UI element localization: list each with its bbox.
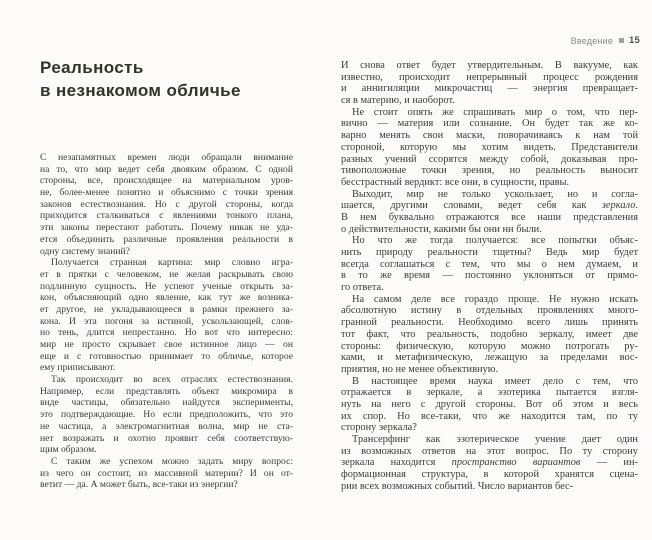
text-line xyxy=(341,130,638,142)
text-line xyxy=(341,305,638,317)
text-line xyxy=(341,294,638,306)
text-run: Не стоит опять же спрашивать мир о том, что пер- xyxy=(352,106,638,118)
text-line xyxy=(341,259,638,271)
text-run: из чего он состоит, из массивной материи? И он от- xyxy=(40,467,293,479)
text-run: известно, происходит непрерывный процесс рождения xyxy=(341,71,638,83)
text-line xyxy=(341,95,638,107)
text-run: кона. И эта погоня за истиной, ускользающей, слов- xyxy=(40,315,293,327)
text-run: ветит — да. А может быть, все-таки из энергии? xyxy=(40,479,238,491)
text-line xyxy=(341,107,638,119)
text-line xyxy=(40,257,293,269)
text-run: бесстрастный вердикт: все они, в сущности, правы. xyxy=(341,176,570,188)
text-run: нет возражать и охотно проявит себя соответствую- xyxy=(40,432,293,444)
text-run: Например, если представлять объект микромира в xyxy=(40,385,293,397)
text-line xyxy=(341,224,638,236)
text-line xyxy=(341,247,638,259)
text-run: — ин- xyxy=(580,457,638,469)
text-line xyxy=(40,316,293,328)
text-run: и аннигиляции микрочастиц — энергия превращает- xyxy=(341,83,638,95)
italic-term: зеркало xyxy=(601,200,636,212)
text-line xyxy=(40,281,293,293)
text-line xyxy=(341,235,638,247)
text-run: шается, другими словами, ведет себя как xyxy=(341,200,602,212)
text-line xyxy=(40,234,293,246)
text-run: рии всех возможных событий. Число вариантов бес- xyxy=(341,480,574,492)
text-run: Трансерфинг как эзотерическое учение дает один xyxy=(352,434,638,445)
text-line xyxy=(40,409,293,421)
text-line xyxy=(341,364,638,376)
paragraph xyxy=(40,257,293,374)
text-run: ему приписывают. xyxy=(40,362,116,374)
text-line xyxy=(341,200,638,212)
text-run: мир не просто скрывает свое истинное лицо — он xyxy=(40,339,293,350)
text-run: нить природу реальности тщетны? Ведь мир будет xyxy=(341,247,638,258)
text-run: ся в материю, и наоборот. xyxy=(341,95,455,107)
text-run: их спор. Но все-таки, что же находится там, по ту xyxy=(341,410,638,422)
text-line xyxy=(341,457,638,469)
text-run: В нем буквально отражаются все наши представления xyxy=(341,211,638,223)
text-run: разных учений ссорятся между собой, доказывая про- xyxy=(341,153,638,165)
text-run: варно менять свои маски, поворачиваясь к нам той xyxy=(341,130,638,142)
text-run: С незапамятных времен люди обращали внимание xyxy=(40,152,293,163)
text-run: одну систему знаний? xyxy=(40,245,130,257)
chapter-title xyxy=(40,56,310,102)
text-line xyxy=(341,481,638,493)
text-run: Так происходит во всех отраслях естествознания. xyxy=(51,374,293,386)
text-run: гранной реальности. Необходимо всего лишь принять xyxy=(341,317,638,329)
chapter-title-line-2: в незнакомом обличье xyxy=(40,81,241,100)
text-line xyxy=(341,154,638,166)
text-line xyxy=(40,468,293,480)
text-run: формационная структура, в которой хранятся сцена- xyxy=(341,469,638,481)
text-run: ками, и метафизическую, лежащую за пределами вос- xyxy=(341,352,638,364)
text-run: законов естествознания. Но с другой стороны, когда xyxy=(40,198,293,210)
text-line xyxy=(341,387,638,399)
text-line xyxy=(341,270,638,282)
text-run: в то же время — постоянно уклоняться от прямо- xyxy=(341,270,638,282)
text-line xyxy=(341,422,638,434)
text-line xyxy=(40,362,293,374)
text-line xyxy=(40,374,293,386)
text-line xyxy=(40,175,293,187)
text-line xyxy=(40,433,293,445)
text-line xyxy=(341,60,638,72)
text-line xyxy=(341,376,638,388)
text-run: Получается странная картина: мир словно игра- xyxy=(51,257,293,269)
text-run: абсолютную истину в отдельных проявлениях много- xyxy=(341,305,638,317)
paragraph xyxy=(341,434,638,492)
text-run: подлинную сущность. Не успеют ученые открыть за- xyxy=(40,280,293,292)
text-line xyxy=(341,165,638,177)
header-section-label: Введение xyxy=(570,35,614,46)
text-line xyxy=(40,327,293,339)
text-line xyxy=(341,142,638,154)
text-run: Но что же тогда получается: все попытки объяс- xyxy=(352,235,638,247)
text-run: виде частицы, обязательно найдутся эксперименты, xyxy=(40,397,293,409)
left-page-text-column xyxy=(40,152,293,491)
paragraph xyxy=(40,152,293,257)
text-line xyxy=(40,222,293,234)
text-line xyxy=(341,212,638,224)
text-run: эти законы перестают работать. Почему никак не уда- xyxy=(40,222,293,234)
text-run: тивоположные точки зрения, но реальность выносит xyxy=(341,165,638,177)
text-run: сторону зеркала? xyxy=(341,422,417,434)
text-line xyxy=(40,456,293,468)
text-run: приятия, но не менее объективную. xyxy=(341,363,499,375)
text-run: приходится сталкиваться с явлениями тонкого плана, xyxy=(40,210,293,222)
text-line xyxy=(341,118,638,130)
text-run: тот факт, что реальность, подобно зеркалу, имеет две xyxy=(341,328,638,340)
paragraph xyxy=(341,189,638,236)
text-run: И снова ответ будет утвердительным. В вакууме, как xyxy=(341,60,638,71)
right-page-text-column xyxy=(341,60,638,492)
text-run: еще и с готовностью принимает то обличье, которое xyxy=(40,350,293,362)
text-run: из возможных ответов на этот вопрос. По ту сторону xyxy=(341,445,638,457)
paragraph xyxy=(40,456,293,491)
text-run: ется объединить различные проявления реальности в xyxy=(40,233,293,245)
text-line xyxy=(40,269,293,281)
chapter-title-line-1: Реальность xyxy=(40,58,144,77)
text-run: не, более-менее понятно и объяснимо с точки зрения xyxy=(40,187,293,199)
text-run: не частица, а электромагнитная волна, мир не ста- xyxy=(40,420,293,432)
paragraph xyxy=(341,376,638,434)
text-run: всегда соглашаться с тем, что мы о нем думаем, и xyxy=(341,258,638,270)
text-line xyxy=(40,397,293,409)
text-run: стороной, которую мы хотим видеть. Представители xyxy=(341,141,638,153)
text-line xyxy=(40,187,293,199)
text-line xyxy=(40,421,293,433)
page-number: 15 xyxy=(629,35,640,46)
text-line xyxy=(341,282,638,294)
text-line xyxy=(40,479,293,491)
text-line xyxy=(40,199,293,211)
text-run: о действительности, какими бы они ни были. xyxy=(341,223,542,235)
text-run: На самом деле все гораздо проще. Не нужно искать xyxy=(352,293,638,305)
text-run: го ответа. xyxy=(341,282,384,294)
text-line xyxy=(40,152,293,164)
text-line xyxy=(341,317,638,329)
text-run: стороны, все, происходящее на материальном уров- xyxy=(40,175,293,187)
text-run: на то, что мир ведет себя двояким образом. С одной xyxy=(40,163,293,175)
text-run: кон, объясняющий одно явление, как тут же возника- xyxy=(40,292,293,304)
text-line xyxy=(40,164,293,176)
text-line xyxy=(341,83,638,95)
text-run: отражается в зеркале, а эзотерика пытается взгля- xyxy=(341,387,638,399)
text-run: ет другое, не укладывающееся в рамки прежнего за- xyxy=(40,303,293,315)
text-run: это подтверждающие. Но если предположить, что это xyxy=(40,409,293,421)
text-line xyxy=(40,304,293,316)
text-run: вично — материя или сознание. Он будет так же ко- xyxy=(341,118,638,130)
text-run: В настоящее время наука имеет дело с тем, что xyxy=(352,375,638,387)
paragraph xyxy=(40,374,293,456)
text-line xyxy=(341,329,638,341)
text-run: щим образом. xyxy=(40,444,97,456)
running-header xyxy=(571,35,640,46)
text-line xyxy=(341,352,638,364)
italic-term: пространство вариантов xyxy=(451,457,581,469)
text-line xyxy=(341,177,638,189)
text-line xyxy=(40,339,293,351)
paragraph xyxy=(341,294,638,376)
paragraph xyxy=(341,60,638,107)
text-line xyxy=(40,351,293,363)
paragraph xyxy=(341,235,638,293)
text-line xyxy=(341,189,638,201)
text-line xyxy=(40,444,293,456)
text-run: зеркала находится xyxy=(341,457,452,469)
paragraph xyxy=(341,107,638,189)
text-line xyxy=(341,341,638,353)
text-line xyxy=(40,210,293,222)
text-run: стороны: физическую, которую можно потрогать ру- xyxy=(341,340,638,352)
text-run: ет в прятки с человеком, не желая раскрывать свою xyxy=(40,268,293,280)
text-line xyxy=(40,246,293,258)
text-run: нуть на него с другой стороны. Вот об этом и весь xyxy=(341,398,638,410)
text-line xyxy=(341,72,638,84)
text-line xyxy=(341,411,638,423)
text-line xyxy=(341,434,638,446)
text-run: Выходит, мир не только ускользает, но и согла- xyxy=(352,188,638,200)
text-line xyxy=(341,469,638,481)
text-line xyxy=(40,292,293,304)
text-line xyxy=(40,386,293,398)
text-line xyxy=(341,446,638,458)
text-run: . xyxy=(635,200,638,212)
text-run: С таким же успехом можно задать миру вопрос: xyxy=(51,455,293,467)
square-bullet-icon xyxy=(619,38,624,43)
text-line xyxy=(341,399,638,411)
text-run: но тень, длится непрестанно. Но вот что интересно: xyxy=(40,327,293,339)
